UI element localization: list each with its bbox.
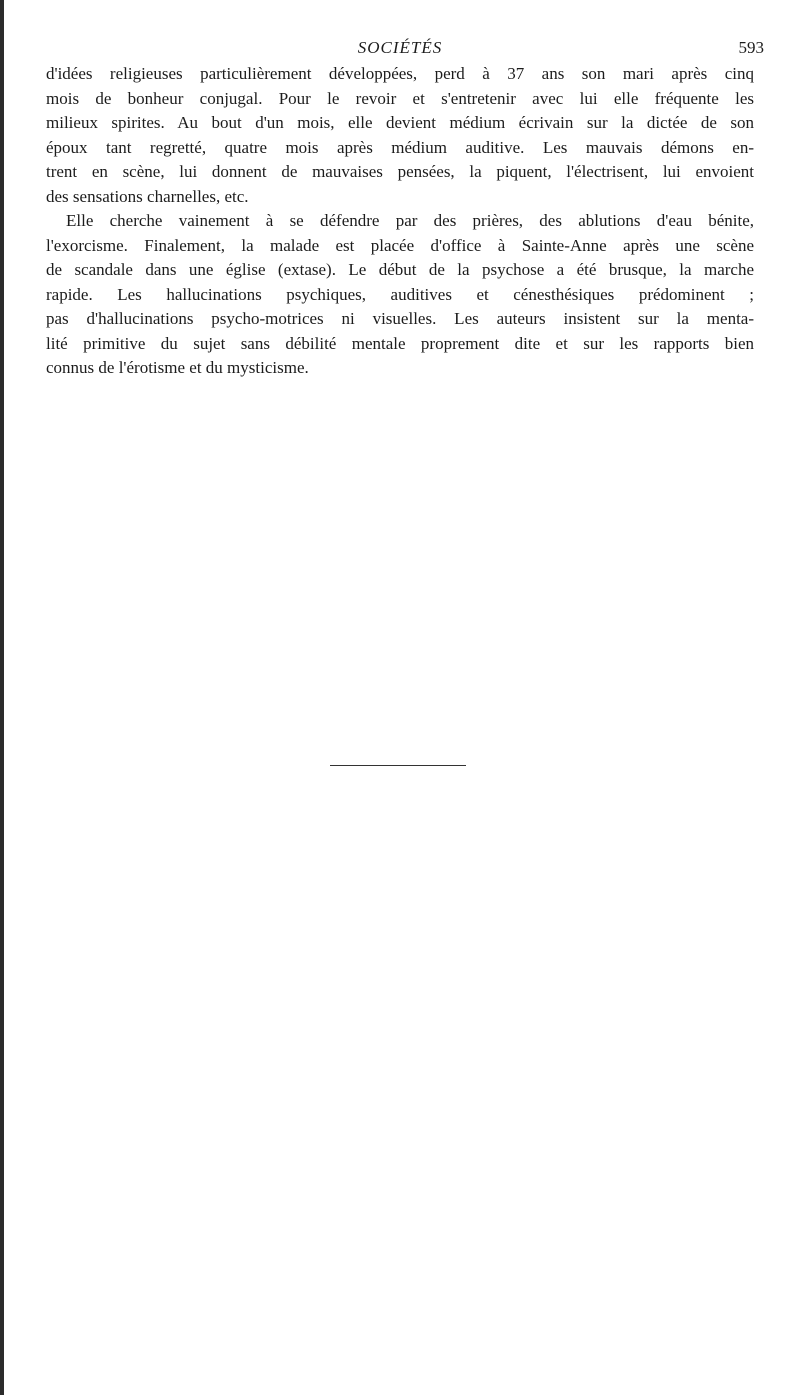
text-line: Elle cherche vainement à se défendre par des prières, des ablutions d'eau bénite, (66, 211, 754, 230)
page-number: 593 (738, 38, 764, 57)
running-title: SOCIÉTÉS (357, 38, 443, 57)
text-line: époux tant regretté, quatre mois après médium auditive. Les mauvais démons en- (46, 137, 754, 157)
text-line: lité primitive du sujet sans débilité mentale proprement dite et sur les rapports bien (46, 333, 754, 353)
paragraph-1 (46, 62, 754, 209)
body-text (46, 62, 754, 381)
text-line: milieux spirites. Au bout d'un mois, elle devient médium écrivain sur la dictée de son (46, 113, 754, 132)
page-left-edge (0, 0, 4, 1395)
running-header (0, 38, 800, 62)
section-divider (330, 765, 466, 766)
text-line: d'idées religieuses particulièrement développées, perd à 37 ans son mari après cinq (46, 64, 754, 83)
text-line: connus de l'érotisme et du mysticisme. (46, 358, 309, 377)
text-line: mois de bonheur conjugal. Pour le revoir et s'entretenir avec lui elle fréquente les (46, 88, 754, 108)
text-line: des sensations charnelles, etc. (46, 186, 249, 206)
paragraph-2 (46, 209, 754, 381)
text-line: rapide. Les hallucinations psychiques, auditives et cénesthésiques prédominent ; (46, 284, 754, 304)
text-line: pas d'hallucinations psycho-motrices ni visuelles. Les auteurs insistent sur la menta- (46, 309, 754, 328)
text-line: de scandale dans une église (extase). Le début de la psychose a été brusque, la marche (46, 260, 754, 279)
text-line: trent en scène, lui donnent de mauvaises pensées, la piquent, l'électrisent, lui envoient (46, 162, 754, 181)
text-line: l'exorcisme. Finalement, la malade est placée d'office à Sainte-Anne après une scène (46, 235, 754, 255)
